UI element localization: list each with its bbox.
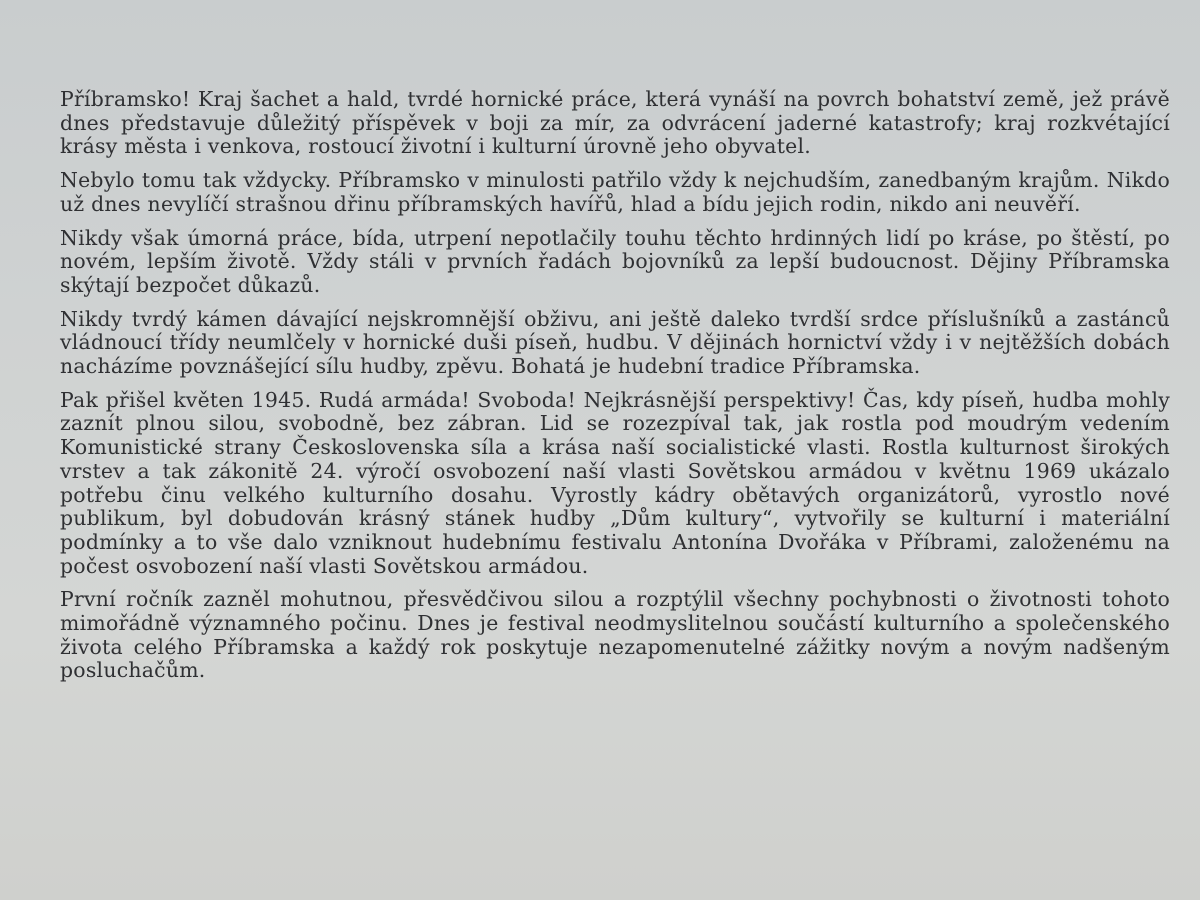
paragraph-5: Pak přišel květen 1945. Rudá armáda! Svoboda! Nejkrásnější perspektivy! Čas, kdy píseň, hudba mohly zaznít plnou silou, svobodně, bez zábran. Lid se rozezpíval tak, jak rostla pod moudrým vedením Komunistické strany Československa síla a krása naší socialistické vlasti. Rostla kulturnost širokých vrstev a tak zákonitě 24. výročí osvobození naší vlasti Sovětskou armádou v květnu 1969 ukázalo potřebu činu velkého kulturního dosahu. Vyrostly kádry obětavých organizátorů, vyrostlo nové publikum, byl dobudován krásný stánek hudby „Dům kultury“, vytvořily se kulturní i materiální podmínky a to vše dalo vzniknout hudebnímu festivalu Antonína Dvořáka v Příbrami, založenému na počest osvobození naší vlasti Sovětskou armádou. xyxy=(60,387,1170,578)
paragraph-2: Nebylo tomu tak vždycky. Příbramsko v minulosti patřilo vždy k nejchudším, zanedbaným krajům. Nikdo už dnes nevylíčí strašnou dřinu příbramských havířů, hlad a bídu jejich rodin, nikdo ani neuvěří. xyxy=(60,168,1170,216)
paragraph-1: Příbramsko! Kraj šachet a hald, tvrdé hornické práce, která vynáší na povrch bohatství země, jež právě dnes představuje důležitý příspěvek v boji za mír, za odvrácení jaderné katastrofy; kraj rozkvétající krásy města i venkova, rostoucí životní i kulturní úrovně jeho obyvatel. xyxy=(60,87,1170,159)
paragraph-3: Nikdy však úmorná práce, bída, utrpení nepotlačily touhu těchto hrdinných lidí po kráse, po štěstí, po novém, lepším životě. Vždy stáli v prvních řadách bojovníků za lepší budoucnost. Dějiny Příbramska skýtají bezpočet důkazů. xyxy=(60,225,1170,297)
paragraph-4: Nikdy tvrdý kámen dávající nejskromnější obživu, ani ještě daleko tvrdší srdce příslušníků a zastánců vládnoucí třídy neumlčely v hornické duši píseň, hudbu. V dějinách hornictví vždy i v nejtěžších dobách nacházíme povznášející sílu hudby, zpěvu. Bohatá je hudební tradice Příbramska. xyxy=(60,306,1170,379)
paragraph-6: První ročník zazněl mohutnou, přesvědčivou silou a rozptýlil všechny pochybnosti o životnosti tohoto mimořádně významného počinu. Dnes je festival neodmyslitelnou součástí kulturního a společenského života celého Příbramska a každý rok poskytuje nezapomenutelné zážitky novým a novým nadšeným posluchačům. xyxy=(60,587,1170,683)
